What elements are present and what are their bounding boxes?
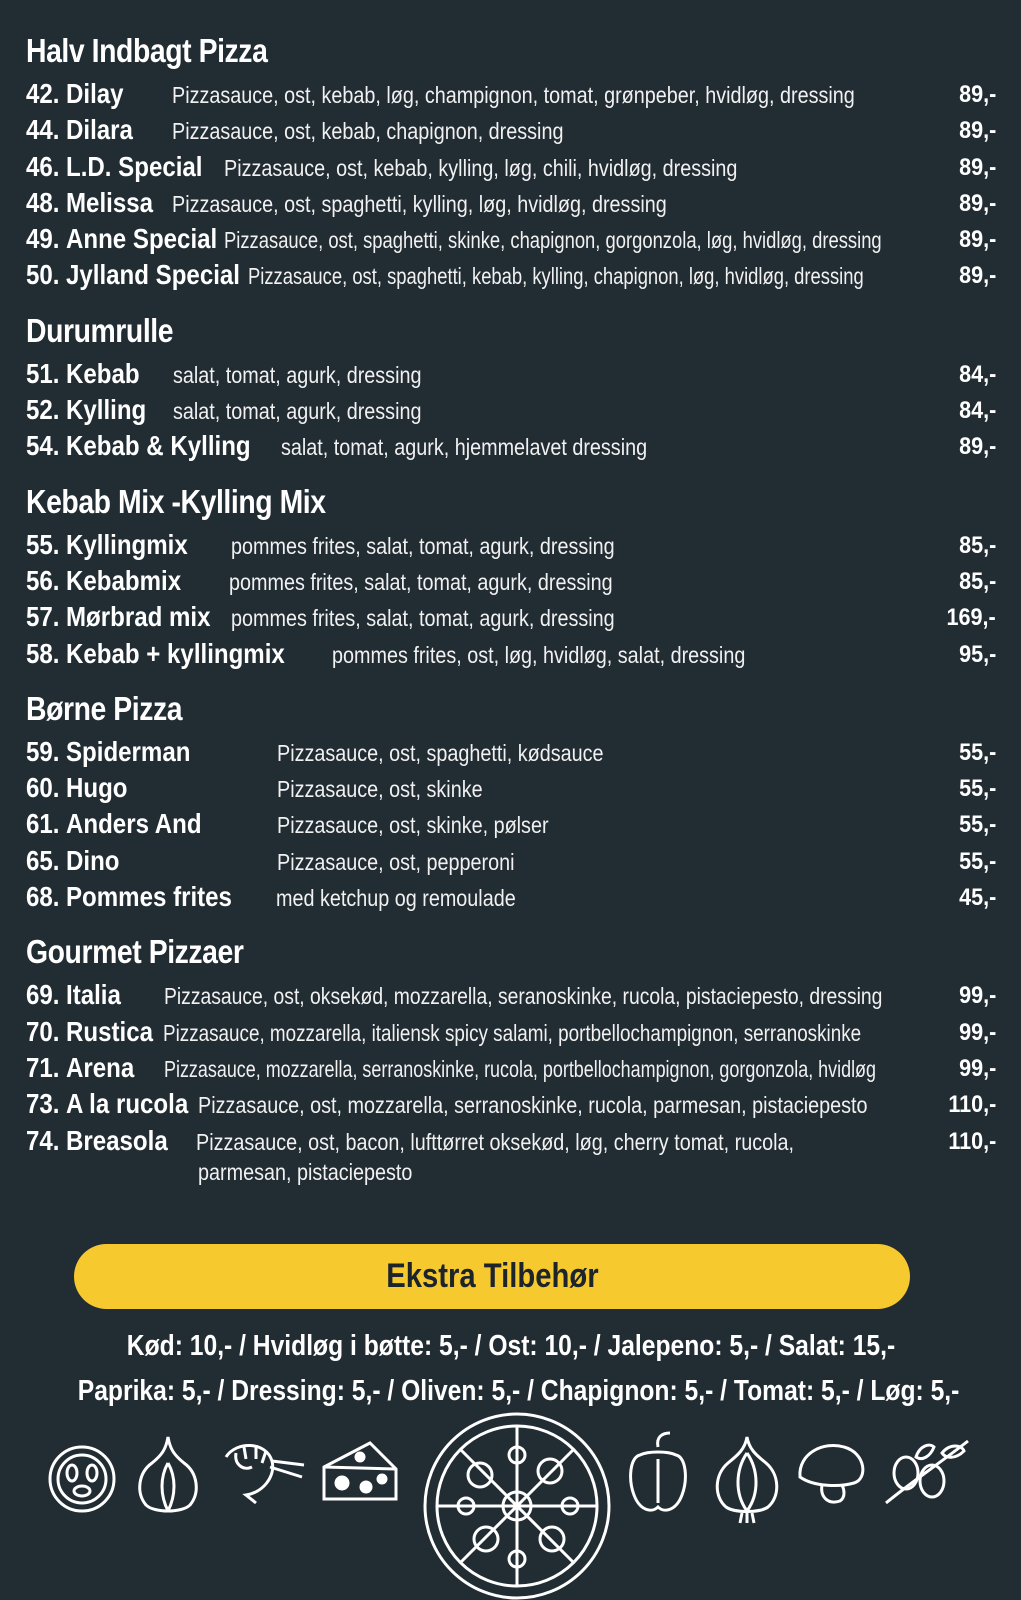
item-number: 73.	[26, 1088, 60, 1120]
item-description: Pizzasauce, ost, spaghetti, kylling, løg, hvidløg, dressing	[172, 190, 667, 217]
menu-item	[26, 529, 996, 565]
item-price: 95,-	[958, 640, 996, 668]
menu-item	[26, 845, 996, 881]
item-name: Kyllingmix	[66, 528, 188, 560]
item-price: 169,-	[946, 604, 996, 632]
menu-item	[26, 394, 996, 430]
item-description: pommes frites, ost, løg, hvidløg, salat, dressing	[332, 641, 746, 668]
menu-item	[26, 78, 996, 114]
item-description: salat, tomat, agurk, hjemmelavet dressing	[281, 434, 648, 461]
item-number: 57.	[26, 601, 60, 633]
menu-item	[26, 223, 996, 259]
item-number: 60.	[26, 772, 60, 804]
olives-icon	[880, 1433, 972, 1509]
section-gourmet-pizzaer	[26, 931, 996, 1192]
menu-item	[26, 601, 996, 637]
menu	[26, 30, 996, 1207]
item-number: 50.	[26, 259, 60, 291]
item-number: 51.	[26, 357, 60, 389]
section-kebab-mix	[26, 481, 996, 674]
item-name: Italia	[66, 979, 121, 1011]
section-title: Durumrulle	[26, 311, 174, 349]
extra-prices-line-1	[0, 1330, 1021, 1363]
cheese-icon	[320, 1437, 400, 1505]
item-name: Hugo	[66, 772, 128, 804]
menu-item	[26, 979, 996, 1015]
item-name: L.D. Special	[66, 150, 203, 182]
item-description: Pizzasauce, ost, pepperoni	[277, 848, 515, 875]
item-description: Pizzasauce, ost, skinke	[277, 776, 483, 803]
item-price: 99,-	[958, 1018, 996, 1046]
menu-item	[26, 1016, 996, 1052]
menu-item	[26, 358, 996, 394]
section-title: Børne Pizza	[26, 689, 183, 727]
item-name: Melissa	[66, 186, 154, 218]
item-name: Arena	[66, 1051, 135, 1083]
menu-item	[26, 1125, 996, 1193]
item-price: 89,-	[958, 81, 996, 108]
item-description: salat, tomat, agurk, dressing	[173, 361, 422, 388]
item-description: Pizzasauce, ost, spaghetti, skinke, chapignon, gorgonzola, løg, hvidløg, dressing	[224, 227, 882, 254]
item-number: 74.	[26, 1124, 60, 1156]
item-number: 71.	[26, 1051, 60, 1083]
item-description: med ketchup og remoulade	[276, 885, 516, 912]
extra-prices-line-2	[0, 1375, 1021, 1408]
item-number: 46.	[26, 150, 60, 182]
item-name: Rustica	[66, 1015, 153, 1047]
item-description: pommes frites, salat, tomat, agurk, dressing	[231, 605, 615, 632]
item-description: pommes frites, salat, tomat, agurk, dressing	[231, 532, 615, 559]
item-price: 110,-	[947, 1127, 996, 1155]
shrimp-icon	[216, 1437, 308, 1507]
section-borne-pizza	[26, 688, 996, 917]
mushroom-icon	[794, 1439, 868, 1507]
item-number: 55.	[26, 528, 60, 560]
item-description: pommes frites, salat, tomat, agurk, dressing	[229, 568, 613, 595]
pizza-icon	[420, 1409, 614, 1600]
item-price: 110,-	[947, 1091, 996, 1119]
item-name: Jylland Special	[66, 259, 241, 291]
tomato-icon	[46, 1443, 118, 1515]
item-price: 89,-	[958, 189, 996, 217]
item-description: salat, tomat, agurk, dressing	[173, 398, 422, 425]
item-price: 99,-	[958, 982, 996, 1010]
item-description: Pizzasauce, ost, bacon, lufttørret oksekød, løg, cherry tomat, rucola,	[196, 1128, 795, 1155]
item-description: Pizzasauce, ost, skinke, pølser	[277, 812, 549, 839]
section-durumrulle	[26, 310, 996, 467]
item-description: Pizzasauce, mozzarella, italiensk spicy salami, portbellochampignon, serranoskinke	[163, 1019, 862, 1046]
item-number: 56.	[26, 564, 60, 596]
extra-tilbehor-banner	[74, 1244, 910, 1309]
item-number: 49.	[26, 223, 60, 255]
item-price: 89,-	[958, 117, 996, 145]
menu-item	[26, 1088, 996, 1124]
item-description: Pizzasauce, ost, spaghetti, kebab, kylling, chapignon, løg, hvidløg, dressing	[248, 263, 864, 290]
item-number: 52.	[26, 394, 60, 426]
item-name: Breasola	[66, 1124, 168, 1156]
onion-icon	[712, 1433, 782, 1525]
item-number: 70.	[26, 1015, 60, 1047]
item-name: Spiderman	[66, 735, 191, 767]
extra-text: Paprika: 5,- / Dressing: 5,- / Oliven: 5,- / Chapignon: 5,- / Tomat: 5,- / Løg: 5,-	[77, 1375, 960, 1407]
item-number: 68.	[26, 881, 60, 913]
item-description: Pizzasauce, ost, mozzarella, serranoskinke, rucola, parmesan, pistaciepesto	[198, 1092, 868, 1119]
item-description: Pizzasauce, ost, oksekød, mozzarella, seranoskinke, rucola, pistaciepesto, dressing	[164, 983, 883, 1010]
item-price: 89,-	[958, 433, 996, 461]
item-price: 84,-	[958, 397, 996, 425]
item-description: Pizzasauce, ost, kebab, chapignon, dressing	[172, 118, 564, 145]
item-name: Mørbrad mix	[66, 601, 211, 633]
item-description: Pizzasauce, ost, spaghetti, kødsauce	[277, 739, 604, 766]
item-name: Dino	[66, 844, 120, 876]
item-price: 84,-	[958, 360, 996, 388]
menu-item	[26, 808, 996, 844]
item-name: Pommes frites	[66, 881, 232, 913]
item-price: 89,-	[958, 226, 996, 254]
item-description-continued: parmesan, pistaciepesto	[198, 1158, 413, 1185]
item-name: Kebabmix	[66, 564, 182, 596]
menu-item	[26, 565, 996, 601]
menu-item	[26, 772, 996, 808]
item-number: 42.	[26, 78, 60, 109]
menu-item	[26, 187, 996, 223]
item-name: Anders And	[66, 808, 202, 840]
menu-item	[26, 736, 996, 772]
section-title: Halv Indbagt Pizza	[26, 32, 268, 69]
item-price: 85,-	[958, 531, 996, 559]
item-description: Pizzasauce, mozzarella, serranoskinke, rucola, portbellochampignon, gorgonzola, hvidløg	[164, 1055, 876, 1082]
item-name: Anne Special	[66, 223, 218, 255]
extra-text: Kød: 10,- / Hvidløg i bøtte: 5,- / Ost: 10,- / Jalepeno: 5,- / Salat: 15,-	[126, 1330, 895, 1362]
item-number: 61.	[26, 808, 60, 840]
menu-item	[26, 638, 996, 674]
item-name: Dilay	[66, 78, 124, 109]
item-price: 55,-	[958, 775, 996, 803]
menu-item	[26, 259, 996, 295]
section-title: Gourmet Pizzaer	[26, 933, 244, 971]
item-number: 44.	[26, 114, 60, 146]
item-name: Kebab + kyllingmix	[66, 637, 285, 669]
item-price: 89,-	[958, 153, 996, 181]
extra-title: Ekstra Tilbehør	[385, 1257, 599, 1295]
menu-item	[26, 881, 996, 917]
item-price: 89,-	[958, 262, 996, 290]
garlic-icon	[132, 1433, 204, 1517]
menu-item	[26, 430, 996, 466]
section-title: Kebab Mix -Kylling Mix	[26, 482, 326, 520]
menu-item	[26, 151, 996, 187]
item-name: Kebab & Kylling	[66, 430, 251, 462]
item-name: Kebab	[66, 357, 140, 389]
item-price: 55,-	[958, 738, 996, 766]
pepper-icon	[626, 1429, 690, 1515]
item-number: 54.	[26, 430, 60, 462]
item-description: Pizzasauce, ost, kebab, løg, champignon, tomat, grønpeber, hvidløg, dressing	[172, 82, 855, 108]
menu-item	[26, 114, 996, 150]
item-number: 48.	[26, 186, 60, 218]
item-name: Dilara	[66, 114, 133, 146]
item-number: 58.	[26, 637, 60, 669]
item-price: 55,-	[958, 847, 996, 875]
ingredient-illustrations	[0, 1405, 1021, 1600]
item-number: 59.	[26, 735, 60, 767]
item-name: Kylling	[66, 394, 147, 426]
item-description: Pizzasauce, ost, kebab, kylling, løg, chili, hvidløg, dressing	[224, 154, 738, 181]
item-name: A la rucola	[66, 1088, 189, 1120]
item-price: 85,-	[958, 567, 996, 595]
item-number: 65.	[26, 844, 60, 876]
menu-item	[26, 1052, 996, 1088]
section-halv-indbagt-pizza	[26, 30, 996, 296]
item-price: 99,-	[958, 1054, 996, 1082]
item-price: 45,-	[958, 884, 996, 912]
item-number: 69.	[26, 979, 60, 1011]
item-price: 55,-	[958, 811, 996, 839]
